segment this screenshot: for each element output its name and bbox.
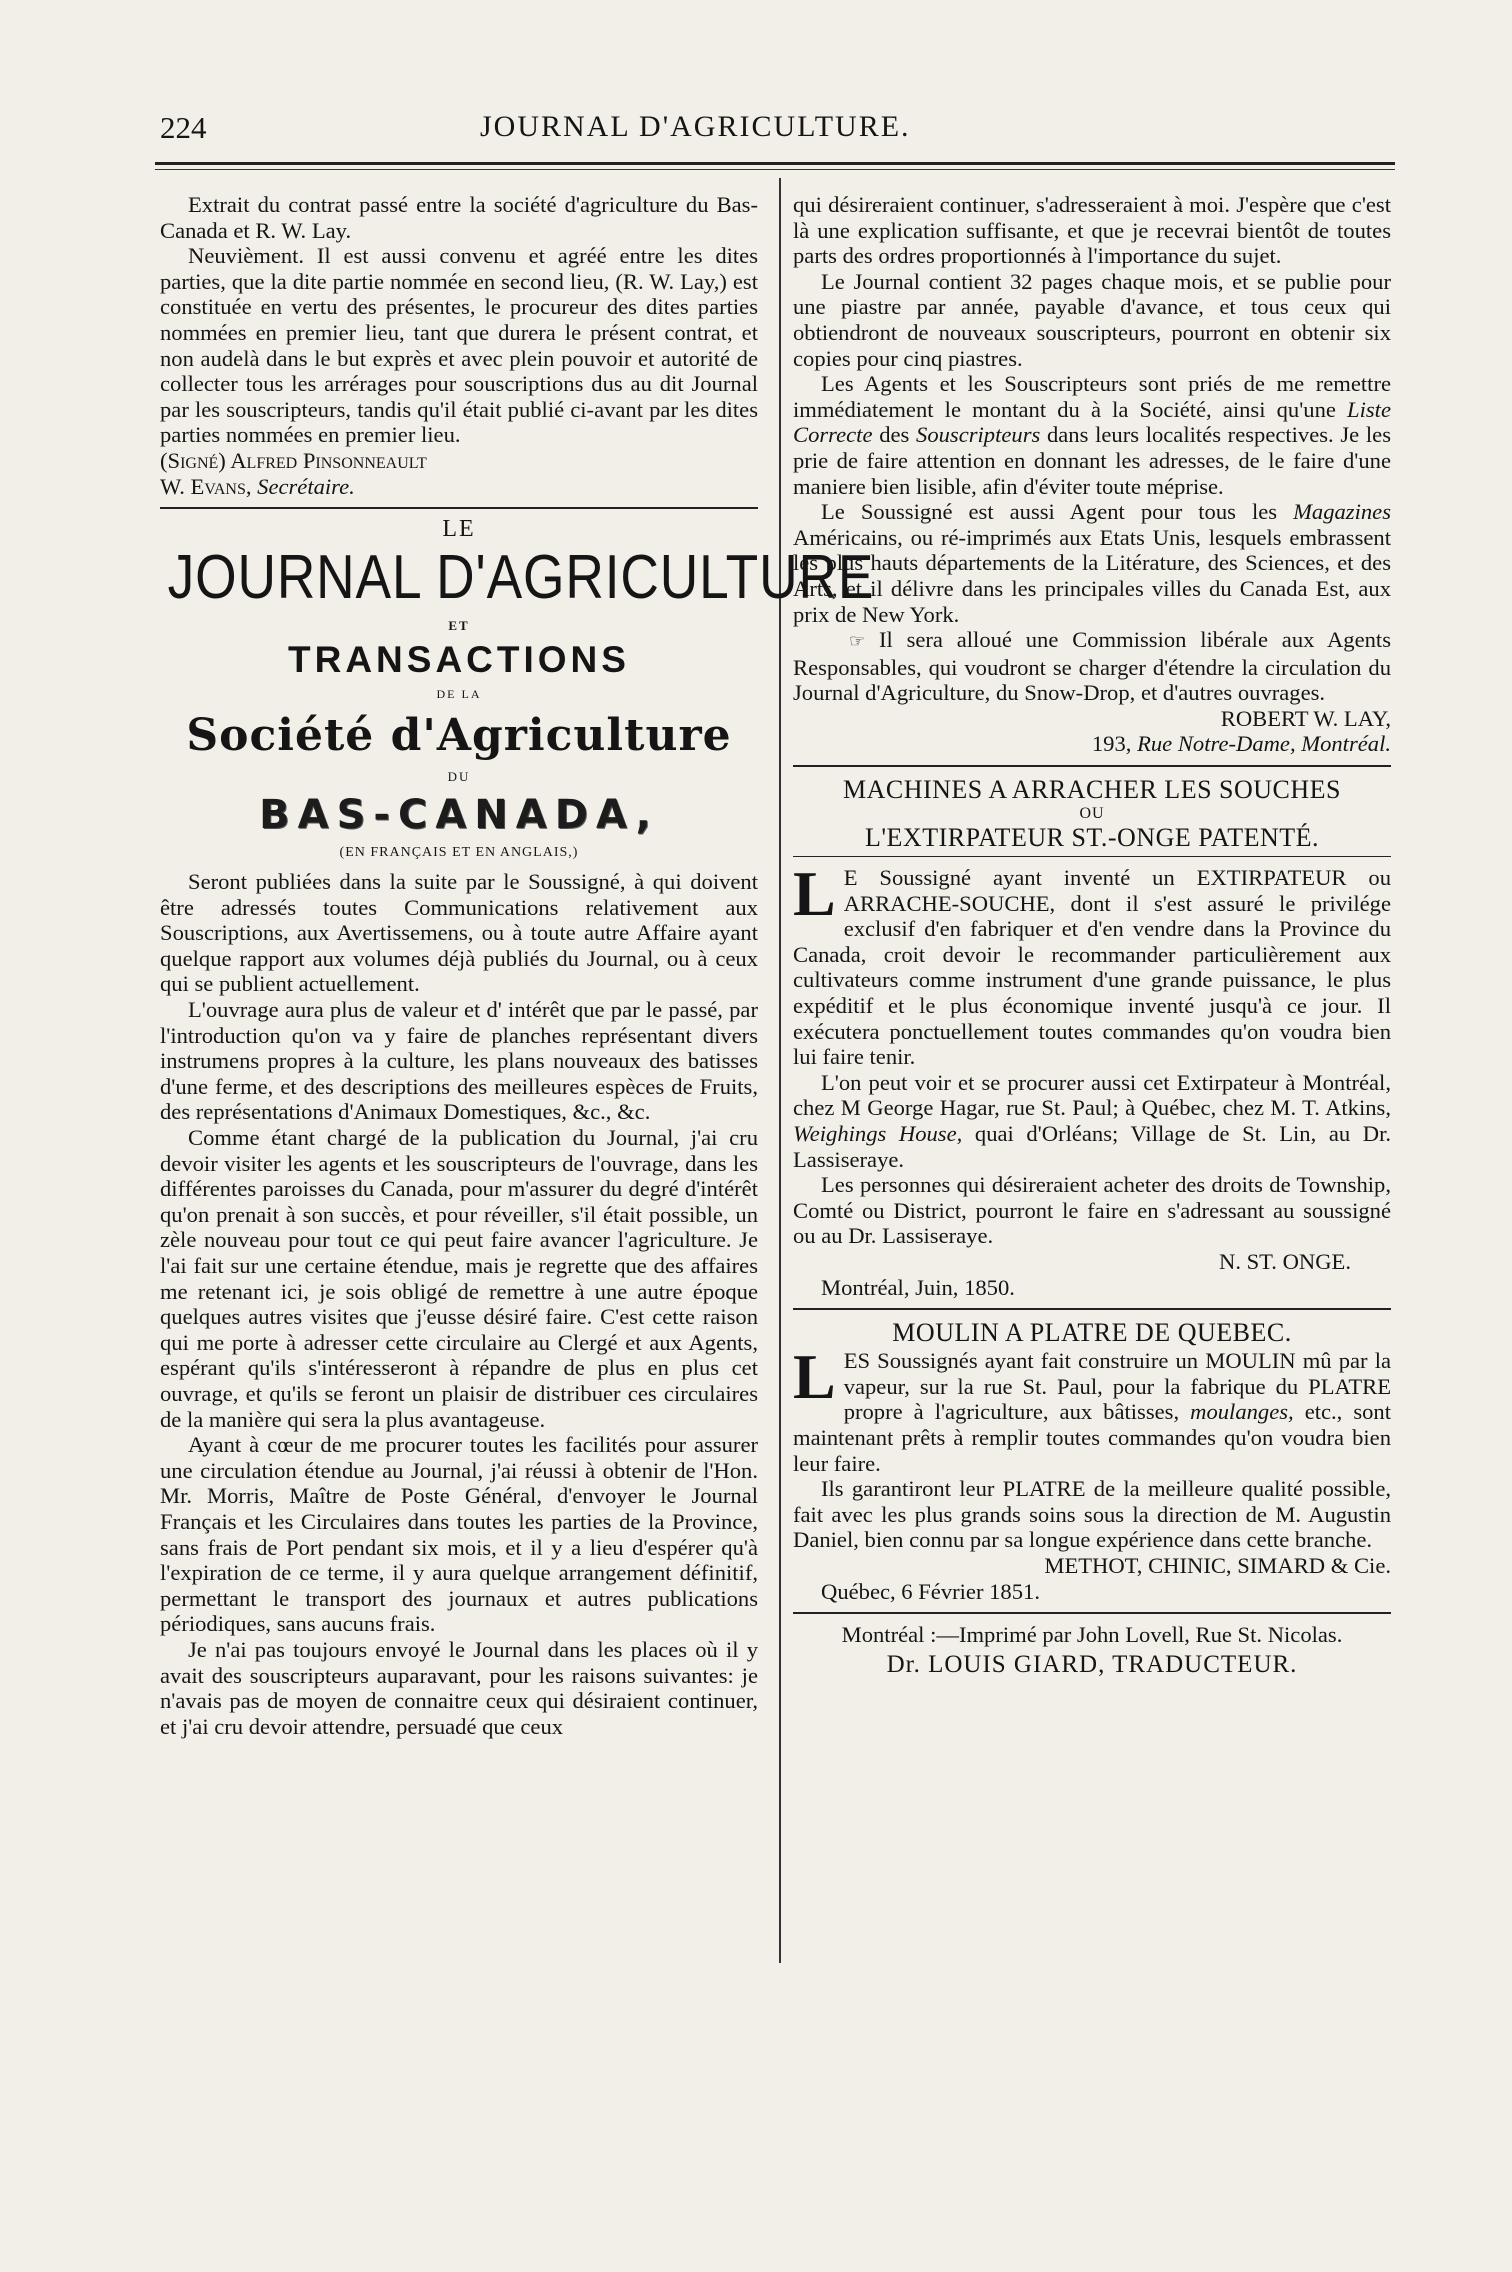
masthead-le: LE: [442, 516, 476, 543]
imprint: [793, 1622, 1391, 1677]
ad-date: Montréal, Juin, 1850.: [821, 1274, 1015, 1300]
ad-heading: MOULIN A PLATRE DE QUEBEC.: [892, 1318, 1292, 1348]
drop-cap: L: [793, 858, 836, 930]
body-paragraph: Seront publiées dans la suite par le Soussigné, à qui doivent être adressés toutes Communications relativement aux Souscriptions, aux Avertissemens, ou à toute autre Affaire ayant quelque rapport aux volumes déjà publiés du Journal, ou à ceux qui se publient actuellement.: [160, 869, 758, 997]
header-rule: [155, 162, 1395, 165]
ad-paragraph: [793, 1070, 1391, 1172]
section-rule: [793, 1308, 1391, 1310]
masthead-languages: (EN FRANÇAIS ET EN ANGLAIS,): [339, 844, 579, 860]
text-run: etc., sont maintenant prêts à remplir toutes commandes qu'on voudra bien leur faire.: [793, 1399, 1392, 1476]
ad-signature: METHOT, CHINIC, SIMARD & Cie.: [1044, 1552, 1391, 1578]
text-run: L'on peut voir et se procurer aussi cet Extirpateur à Montréal, chez M George Hagar, rue St. Paul; à Québec, chez M. T. Atkins,: [793, 1069, 1391, 1121]
section-rule: [793, 765, 1391, 767]
left-column: [160, 192, 875, 1739]
body-paragraph: [793, 499, 1391, 627]
masthead-et: ET: [448, 617, 470, 633]
emphasis: Rue Notre-Dame, Montréal.: [1137, 731, 1391, 757]
text-run: Le Soussigné est aussi Agent pour tous les: [821, 499, 1278, 525]
emphasis: moulanges,: [1190, 1399, 1294, 1425]
section-rule: [793, 1612, 1391, 1614]
emphasis: Weighings House,: [793, 1121, 963, 1146]
masthead: [160, 516, 875, 865]
extract-body: Neuvièment. Il est aussi convenu et agréé entre les dites parties, que la dite partie nommée en second lieu, (R. W. Lay,) est constituée en vertu des présentes, le procureur des dites parties nommées en premier lieu, tant que durera le présent contrat, et non audelà dans le but exprès et avec plein pouvoir et autorité de collecter tous les arrérages pour souscriptions dus au dit Journal par les souscripteurs, tandis qu'il était publié ci-avant par les dites parties nommées en premier lieu.: [160, 243, 758, 448]
advertisement-moulin: [793, 1318, 1391, 1604]
body-paragraph: Le Journal contient 32 pages chaque mois, et se publie pour une piastre par année, payable d'avance, et tous ceux qui obtiendront de nouveaux souscripteurs, pourront en obtenir six copies pour cinq piastres.: [793, 268, 1391, 371]
emphasis: Liste Correcte: [793, 396, 1391, 448]
text-run: des: [879, 422, 910, 448]
column-divider: [779, 178, 781, 1963]
right-column: [793, 192, 1391, 1677]
emphasis: Magazines: [1293, 499, 1391, 525]
secretary-name: W. Evans,: [160, 473, 252, 499]
ad-rule: [793, 856, 1391, 857]
lay-address: [793, 731, 1391, 757]
body-paragraph: Comme étant chargé de la publication du Journal, j'ai cru devoir visiter les agents et les souscripteurs de l'ouvrage, dans les différentes paroisses du Canada, pour m'assurer du degré d'intérêt qu'on prenait à son succès, et pour réveiller, s'il était possible, un zèle nouveau pour tout ce qui peut faire avancer l'agriculture. Je l'ai fait sur une certaine étendue, mais je regrette que des affaires me retenant ici, je sois obligé de remettre à une autre époque quelques autres visites que j'eusse désiré faire. C'est cette raison qui me porte à adresser cette circulaire au Clergé et aux Agents, espérant qu'ils s'intéresseront à répandre de plus en plus cet ouvrage, et qu'ils se feront un plaisir de distribuer ces circulaires de la manière qui sera la plus avantageuse.: [160, 1125, 758, 1432]
section-rule: [160, 507, 758, 509]
text-run: Les Agents et les Souscripteurs sont priés de me remettre immédiatement le montant du à la Société, ainsi qu'une: [793, 371, 1391, 422]
signature-line-2: [160, 474, 758, 500]
secretary-role: Secrétaire.: [257, 473, 355, 499]
masthead-societe: Société d'Agriculture: [186, 709, 732, 761]
ad-date: Québec, 6 Février 1851.: [821, 1578, 1040, 1604]
ad-paragraph: Ils garantiront leur PLATRE de la meilleure qualité possible, fait avec les plus grands soins sous la direction de M. Augustin Daniel, bien connu par sa longue expérience dans cette branche.: [793, 1476, 1391, 1553]
imprint-translator: Dr. LOUIS GIARD, TRADUCTEUR.: [886, 1650, 1298, 1678]
text-run: E Soussigné ayant inventé un EXTIRPATEUR ou ARRACHE-SOUCHE, dont il s'est assuré le privilége exclusif d'en fabriquer et d'en vendre dans la Province du Canada, croit devoir le recommander particulièrement aux cultivateurs comme instrument d'une grande puissance, le plus expéditif et le plus économique inventé jusqu'à ce jour. Il exécutera ponctuellement toutes commandes qu'on voudra bien lui faire tenir.: [793, 865, 1391, 1070]
body-paragraph: qui désireraient continuer, s'adresseraient à moi. J'espère que c'est là une explication suffisante, et que je recevrai bientôt de toutes parts des ordres proportionnés à l'importance du sujet.: [793, 192, 1391, 269]
body-paragraph: Ayant à cœur de me procurer toutes les facilités pour assurer une circulation étendue au Journal, j'ai réussi à obtenir de l'Hon. Mr. Morris, Maître de Poste Général, d'envoyer le Journal Français et les Circulaires dans toutes les parties de la Province, sans frais de Port pendant six mois, et il y a lieu d'espérer qu'à l'expiration de ce terme, il y aura quelque arrangement définitif, permettant le transport des journaux et autres publications périodiques, sans aucuns frais.: [160, 1432, 758, 1637]
header-rule-thin: [155, 169, 1395, 170]
advertisement-extirpateur: [793, 775, 1391, 1300]
masthead-bas-canada: BAS-CANADA,: [259, 791, 659, 838]
signature-line-1: (Signé) Alfred Pinsonneault: [160, 447, 427, 473]
ad-signature: N. ST. ONGE.: [1219, 1248, 1351, 1274]
text-run: dans leurs localités respectives. Je les prie de faire attention en donnant les adresses, de le faire d'une maniere bien lisible, afin d'éviter toute méprise.: [793, 422, 1392, 499]
body-paragraph: L'ouvrage aura plus de valeur et d' intérêt que par le passé, par l'introduction qu'on va y faire de planches représentant divers instrumens propres à la culture, les plans nouveaux des batisses d'une ferme, et des descriptions des meilleures espèces de Fruits, des représentations d'Animaux Domestiques, &c., &c.: [160, 997, 758, 1125]
text-run: 193,: [1091, 731, 1132, 757]
body-paragraph: Je n'ai pas toujours envoyé le Journal dans les places où il y avait des souscripteurs auparavant, pour les raisons suivantes: je n'avais pas de moyen de connaitre ceux qui désiraient continuer, et j'ai cru devoir attendre, persuadé que ceux: [160, 1636, 758, 1739]
masthead-title: JOURNAL D'AGRICULTURE: [167, 542, 875, 612]
ad-heading: L'EXTIRPATEUR ST.-ONGE PATENTÉ.: [864, 823, 1319, 853]
extract-title: Extrait du contrat passé entre la société d'agriculture du Bas-Canada et R. W. Lay.: [160, 192, 758, 243]
commission-paragraph: [793, 627, 1391, 706]
imprint-printer: Montréal :—Imprimé par John Lovell, Rue St. Nicolas.: [841, 1622, 1343, 1648]
masthead-transactions: TRANSACTIONS: [288, 639, 630, 681]
ad-ou: OU: [1079, 805, 1105, 823]
ad-paragraph: [793, 1341, 1392, 1476]
ad-paragraph: [793, 858, 1391, 1070]
masthead-du: DU: [447, 768, 471, 784]
text-run: Américains, ou ré-imprimés aux Etats Unis, lesquels embrassent les plus hauts départements de la Litérature, des Sciences, et des Arts, et il délivre dans les principales villes du Canada Est, aux prix de New York.: [793, 524, 1391, 627]
running-title: JOURNAL D'AGRICULTURE.: [480, 110, 911, 143]
ad-heading: MACHINES A ARRACHER LES SOUCHES: [842, 775, 1342, 805]
lay-signature: ROBERT W. LAY,: [1220, 705, 1391, 731]
text-run: Il sera alloué une Commission libérale aux Agents Responsables, qui voudront se charger d'étendre la circulation du Journal d'Agriculture, du Snow-Drop, et d'autres ouvrages.: [793, 627, 1391, 706]
body-paragraph: [793, 371, 1391, 499]
emphasis: Souscripteurs: [916, 422, 1041, 448]
drop-cap: L: [793, 1341, 836, 1413]
page-number: 224: [160, 110, 207, 145]
text-run: quai d'Orléans; Village de St. Lin, au Dr. Lassiseraye.: [793, 1121, 1391, 1172]
ad-paragraph: Les personnes qui désireraient acheter des droits de Township, Comté ou District, pourront le faire en s'adressant au soussigné ou au Dr. Lassiseraye.: [793, 1172, 1391, 1249]
masthead-de-la: DE LA: [436, 687, 482, 702]
pointing-hand-icon: ☞: [849, 631, 866, 652]
text-run: ES Soussignés ayant fait construire un MOULIN mû par la vapeur, sur la rue St. Paul, pour la fabrique du PLATRE propre à l'agriculture, aux bâtisses,: [843, 1348, 1391, 1425]
